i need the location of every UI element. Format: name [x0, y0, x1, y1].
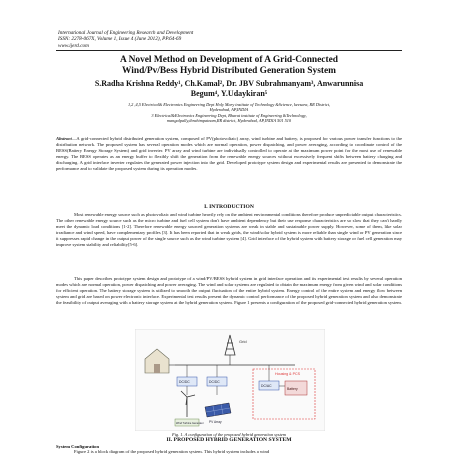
label-housing: Housing & PCS: [275, 372, 300, 376]
label-wind: Wind Turbine Generator: [176, 422, 204, 425]
abstract-label: Abstract: [56, 136, 72, 141]
authors-line-1: S.Radha Krishna Reddy¹, Ch.Kamal², Dr. JBV Subrahmanyam³, Anwarunnisa: [94, 79, 364, 88]
affiliation-line-2: Hyderabad, AP,INDIA: [209, 107, 249, 113]
intro-paragraph-2-text: This paper describes prototype system design and prototype of a wind/PV/BESS hybrid system in grid interface operation and its experimental test results by several operation modes which are normal operation, power dispatching and power averaging. The wind and solar systems are regulated to obtain the maximum energy from given wind and solar conditions for efficient operation. The battery storage system is utilized to smooth the output fluctuation of the entire hybrid system. Energy control of the entire system and energy flow between system and grid are based on power electronic interface. Experimental test results present the dynamic control performance of the proposed hybrid generation system and also demonstrate the feasibility of output averaging with a battery storage system at the hybrid generation system. Figure 1 presents a configuration of the proposed grid-connected hybrid generation system.: [56, 276, 402, 305]
journal-header: [58, 30, 193, 49]
affiliations: [56, 102, 402, 124]
intro-paragraph-1: [56, 212, 402, 248]
section-heading-introduction: I. INTRODUCTION: [204, 204, 254, 210]
label-battery: Battery: [287, 387, 298, 391]
intro-paragraph-2: [56, 276, 402, 306]
label-dcdc-2: DC/DC: [209, 380, 220, 384]
author-list: [56, 79, 402, 99]
journal-url[interactable]: www.ijerd.com: [58, 42, 89, 49]
figure-1-diagram: [135, 329, 325, 431]
journal-name: International Journal of Engineering Research and Development: [58, 30, 194, 36]
affiliation-line-3: 3 Electrical&Electronics Engineering Dept, Bharat institute of Engineering &Technology,: [151, 112, 307, 118]
figure-1-caption: Fig. 1. A configuration of the proposed hybrid generation system: [172, 432, 286, 437]
abstract: [56, 136, 402, 172]
authors-line-2: Begum⁴, Y.Udaykiran⁵: [190, 89, 268, 98]
section-heading-proposed-system: II. PROPOSED HYBRID GENERATION SYSTEM: [166, 437, 292, 443]
label-grid: Grid: [239, 339, 247, 344]
journal-issn: ISSN: 2278-067X, Volume 1, Issue 4 (June 2012), PP.64-69: [58, 36, 182, 43]
affiliation-line-4: mangalpally,ibrahimpatnam,RR district, Hyderabad, AP,INDIA 501 510: [166, 118, 292, 124]
label-dcdc-1: DC/DC: [179, 380, 190, 384]
title-line-2: Wind/Pv/Bess Hybrid Distributed Generation System: [122, 65, 336, 76]
subsection-heading-system-configuration: System Configuration: [56, 444, 100, 449]
abstract-text: —A grid-connected hybrid distributed generation system, composed of PV(photovoltaic) array, wind turbine and battery, is proposed for various power transfer functions to the distribution network. The proposed system has several operation modes which are normal operation, power dispatching, and power averaging, according to coordinate control of the BESS(Battery Energy Storage System) and grid inverter. PV array and wind turbine are individually controlled to operate at the maximum power point for the most use of renewable energy. The BESS operates as an energy buffer to flexibly shift the generation from the renewable energy sources without excessively frequent shifts between battery charging and discharging. A grid interface inverter regulates the generated power injection into the grid. Developed prototype system design and experimental results are presented to demonstrate the performance and to validate the proposed system during its operation modes.: [56, 136, 402, 171]
affiliation-line-1: 1,2 ,4,5 Electrical& Electronics Engineering Dept Holy Mary institute of Technology &Science, keesara, RR District,: [127, 102, 331, 107]
paper-title: [56, 55, 402, 76]
header-rule: [56, 50, 402, 51]
section2-text: [56, 449, 402, 454]
intro-paragraph-1-text: Most renewable energy source such as photovoltaic and wind turbine heavily rely on the ambient environmental conditions therefore produce unpredictable output characteristics. The other renewable energy source such as the micro turbine and fuel cell system don't have ambient dependency but their use response characteristics are so slow that they can't hardly meet the dynamic load conditions [1-2]. Therefore renewable energy sourced generation systems are weak in stable and sustainable power supply. However, some of them, like solar irradiance and wind speed, have complementary profiles [3]. It has been reported that in weak grids, the wind/solar hybrid system is more reliable than single wind or PV generation since it suppresses rapid change in the output power of the single source such as the wind turbine system [4]. Grid interface of the hybrid system with battery storage or fuel cell generation may improve system stability and reliability[5-6].: [56, 212, 402, 247]
title-line-1: A Novel Method on Development of A Grid-Connected: [120, 55, 338, 65]
label-dcac: DC/AC: [261, 384, 272, 388]
section2-text-content: Figure 2 is a block diagram of the proposed hybrid generation system. This hybrid system includes a wind: [74, 449, 270, 454]
label-pv: PV Array: [209, 420, 222, 424]
